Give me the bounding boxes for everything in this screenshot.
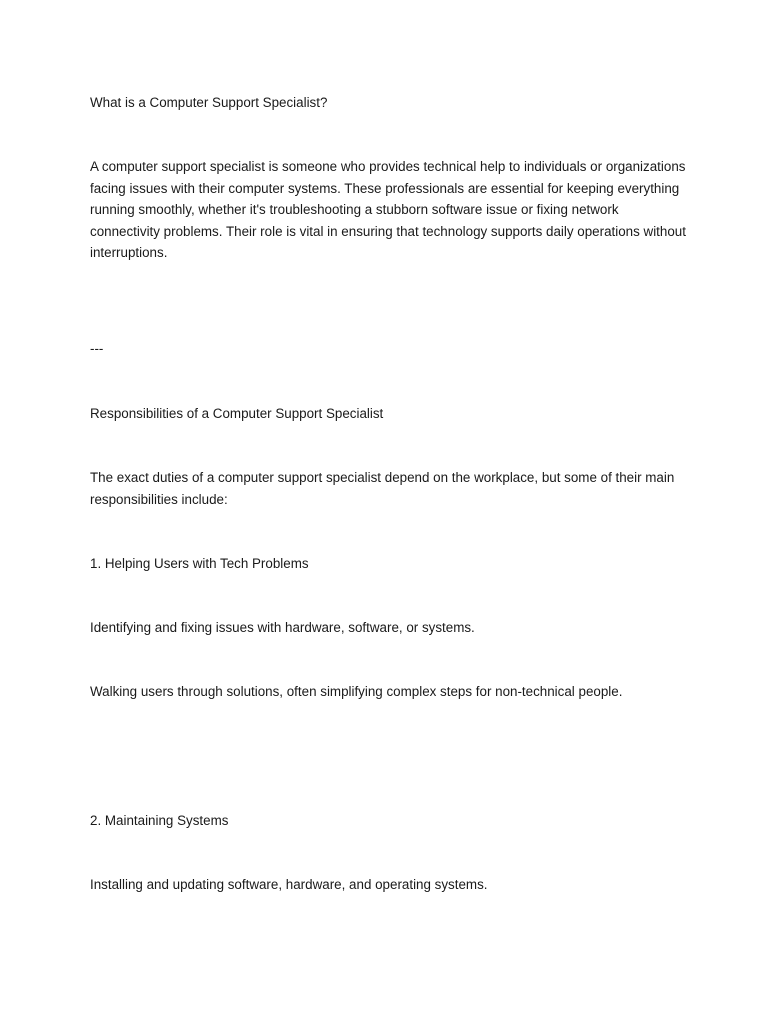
list-item-1-point-1: Identifying and fixing issues with hardware, software, or systems. bbox=[90, 620, 475, 635]
page-title: What is a Computer Support Specialist? bbox=[90, 95, 328, 110]
list-item-title-2: 2. Maintaining Systems bbox=[90, 813, 229, 828]
section-separator: --- bbox=[90, 341, 104, 356]
list-item-1-point-2: Walking users through solutions, often simplifying complex steps for non-technical people. bbox=[90, 684, 623, 699]
section-heading-responsibilities: Responsibilities of a Computer Support Specialist bbox=[90, 406, 384, 421]
duties-intro-paragraph: The exact duties of a computer support specialist depend on the workplace, but some of their main responsibilities include: bbox=[90, 470, 675, 507]
list-item-2-point-1: Installing and updating software, hardware, and operating systems. bbox=[90, 877, 488, 892]
intro-paragraph: A computer support specialist is someone who provides technical help to individuals or organizations facing issues with their computer systems. These professionals are essential for keeping everything running smoothly, whether it's troubleshooting a stubborn software issue or fixing network connectivity problems. Their role is vital in ensuring that technology supports daily operations without interruptions. bbox=[90, 159, 686, 261]
list-item-title-1: 1. Helping Users with Tech Problems bbox=[90, 556, 309, 571]
